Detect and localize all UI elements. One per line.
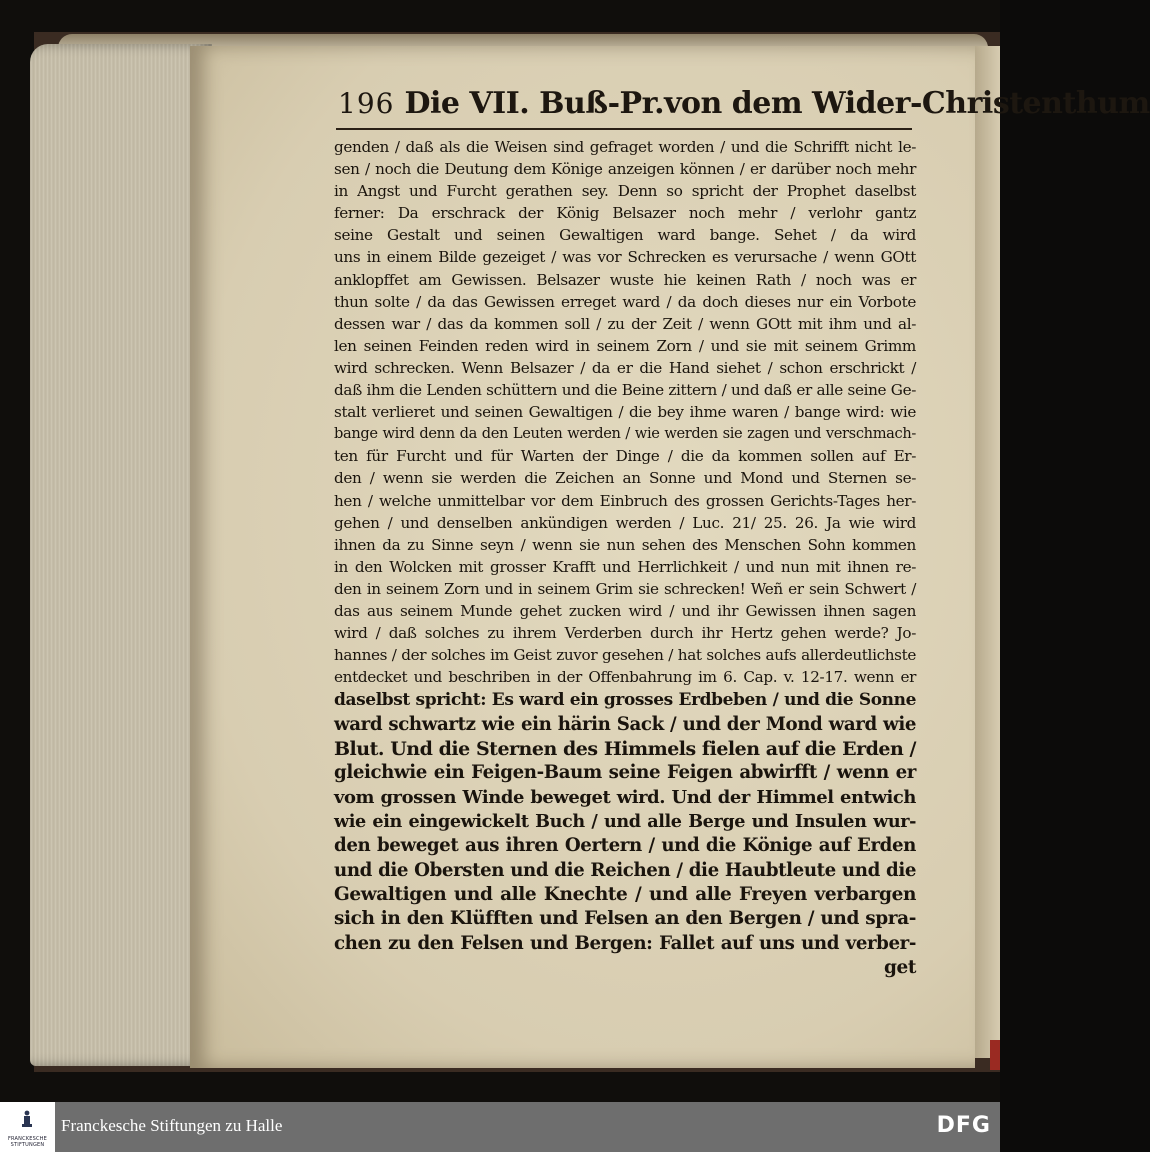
text-line: daselbst spricht: Es ward ein grosses Erdbeben / und die Sonne [334, 690, 916, 711]
text-line: gleichwie ein Feigen-Baum seine Feigen abwirfft / wenn er [334, 762, 916, 784]
logo-caption: FRANCKESCHE STIFTUNGEN [7, 1136, 48, 1148]
franckesche-stiftungen-logo[interactable] [0, 1102, 55, 1152]
text-line: get [883, 956, 916, 978]
text-line: den / wenn sie werden die Zeichen an Sonne und Mond und Sternen se- [334, 469, 916, 488]
text-line: thun solte / da das Gewissen erreget ward / da doch dieses nur ein Vorbote [334, 292, 916, 311]
text-line: sen / noch die Deutung dem Könige anzeigen können / er darüber noch mehr [334, 160, 916, 179]
text-line: hen / welche unmittelbar vor dem Einbruch des grossen Gerichts-Tages her- [334, 491, 916, 510]
text-line: entdecket und beschriben in der Offenbahrung im 6. Cap. v. 12-17. wenn er [334, 668, 916, 687]
text-line: wird / daß solches zu ihrem Verderben durch ihr Hertz gehen werde? Jo- [334, 624, 916, 643]
text-line: daß ihm die Lenden schüttern und die Beine zittern / und daß er alle seine Ge- [334, 381, 916, 400]
text-line: in den Wolcken mit grosser Krafft und Herrlichkeit / und nun mit ihnen re- [334, 557, 916, 576]
footer-bar [0, 1102, 1000, 1152]
page-stack-fore-edge [30, 44, 212, 1066]
facing-page-edge [975, 46, 1000, 1058]
page-body-text [334, 136, 916, 980]
text-line: stalt verlieret und seinen Gewaltigen / die bey ihme waren / bange wird: wie [334, 403, 916, 422]
text-line: chen zu den Felsen und Bergen: Fallet auf uns und verber- [334, 932, 916, 954]
text-line: sich in den Klüfften und Felsen an den Bergen / und spra- [334, 908, 916, 930]
text-line: in Angst und Furcht gerathen sey. Denn so spricht der Prophet daselbst [334, 182, 916, 201]
dfg-logo[interactable]: DFG [936, 1113, 991, 1138]
page-number: 196 [338, 87, 395, 120]
institution-emblem-icon [21, 1110, 33, 1128]
header-rule [336, 128, 912, 130]
institution-name[interactable]: Franckesche Stiftungen zu Halle [61, 1116, 283, 1135]
text-line: ferner: Da erschrack der König Belsazer noch mehr / verlohr gantz [334, 204, 916, 223]
page-header [338, 86, 1150, 126]
text-line: den in seinem Zorn und in seinem Grim sie schrecken! Weñ er sein Schwert / [334, 579, 916, 598]
text-line: seine Gestalt und seinen Gewaltigen ward bange. Sehet / da wird [334, 226, 916, 245]
binding-corner [990, 1040, 1000, 1070]
text-line: Gewaltigen und alle Knechte / und alle Freyen verbargen [334, 883, 916, 905]
text-line: hannes / der solches im Geist zuvor gesehen / hat solches aufs allerdeutlichste [334, 646, 916, 665]
text-line: Blut. Und die Sternen des Himmels fielen auf die Erden / [334, 737, 916, 760]
text-line: den beweget aus ihren Oertern / und die Könige auf Erden [334, 835, 916, 857]
text-line: wie ein eingewickelt Buch / und alle Berge und Insulen wur- [334, 811, 916, 833]
text-line: genden / daß als die Weisen sind gefraget worden / und die Schrifft nicht le- [334, 138, 916, 156]
text-line: gehen / und denselben ankündigen werden / Luc. 21/ 25. 26. Ja wie wird [334, 513, 916, 532]
text-line: ten für Furcht und für Warten der Dinge / die da kommen sollen auf Er- [334, 447, 916, 466]
text-line: bange wird denn da den Leuten werden / wie werden sie zagen und verschmach- [334, 425, 916, 443]
text-line: anklopffet am Gewissen. Belsazer wuste hie keinen Rath / noch was er [334, 270, 916, 289]
text-line: ihnen da zu Sinne seyn / wenn sie nun sehen des Menschen Sohn kommen [334, 535, 916, 554]
text-line: das aus seinem Munde gehet zucken wird / und ihr Gewissen ihnen sagen [334, 601, 916, 620]
text-line: und die Obersten und die Reichen / die Haubtleute und die [334, 859, 916, 881]
text-line: vom grossen Winde beweget wird. Und der Himmel entwich [334, 786, 916, 808]
running-title: Die VII. Buß-Pr.von dem Wider-Christenthum [404, 86, 1150, 121]
text-line: wird schrecken. Wenn Belsazer / da er die Hand siehet / schon erschrickt / [334, 358, 916, 377]
text-line: len seinen Feinden reden wird in seinem Zorn / und sie mit seinem Grimm [334, 336, 916, 355]
text-line: ward schwartz wie ein härin Sack / und der Mond ward wie [334, 713, 916, 735]
text-line: dessen war / das da kommen soll / zu der Zeit / wenn GOtt mit ihm und al- [334, 314, 916, 333]
text-line: uns in einem Bilde gezeiget / was vor Schrecken es verursache / wenn GOtt [334, 248, 916, 267]
